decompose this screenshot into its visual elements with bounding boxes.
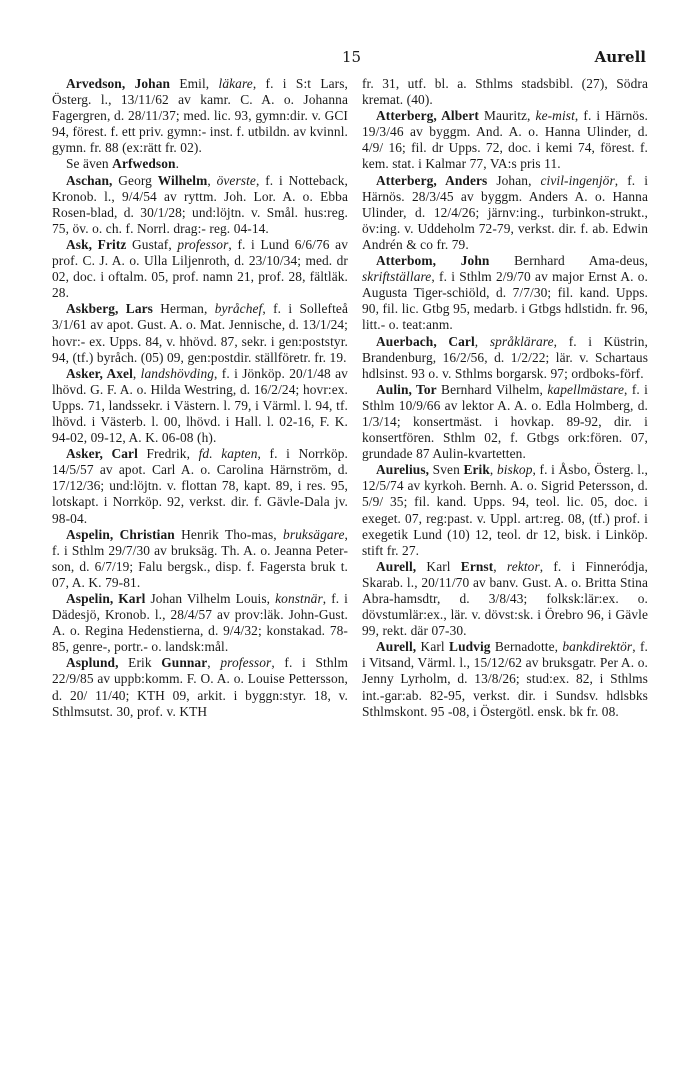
- entry-surname: Atterberg, Albert: [376, 108, 479, 124]
- biography-entry: [52, 527, 348, 591]
- entry-given-names-rest: Bernadotte,: [490, 639, 563, 655]
- entry-surname: Aurelius,: [376, 462, 430, 478]
- entry-occupation: byråchef: [214, 301, 263, 317]
- entry-occupation: civil-ingenjör: [540, 172, 615, 188]
- entry-text: , f. i Sollefteå 3/1/61 av apot. Gust. A. o. Mat. Jennische, d. 13/1/24; hovr:- ex. Upps. 84, v. hhövd. 87, sekr. i gen:poststyr. 94, (tf.) byråch. (05) 09, gen:postdir. ställföretr. fr. 19.: [52, 301, 348, 365]
- entry-occupation: kapellmästare: [547, 381, 625, 397]
- biography-entry: [52, 237, 348, 301]
- entry-continuation: [362, 76, 648, 108]
- entry-text: , f. i Sthlm 2/9/70 av major Ernst A. o. Augusta Tiger-schiöld, d. 7/7/30; fil. kand. Upps. 90, fil. lic. Gtbg 95, medarb. i Gtbgs hdlstidn. fr. 96, litt.- o. teat:anm.: [362, 269, 648, 333]
- entry-occupation: professor: [177, 236, 229, 252]
- page-number: 15: [342, 48, 362, 66]
- entry-given-names-rest: ,: [207, 655, 221, 671]
- entry-given-names-rest: ,: [207, 172, 217, 188]
- entry-occupation: läkare: [218, 76, 253, 91]
- entry-called-name: Ernst: [460, 558, 494, 574]
- entry-text: fr. 31, utf. bl. a. Sthlms stadsbibl. (27), Södra kremat. (40).: [362, 76, 648, 108]
- biography-entry: [362, 559, 648, 639]
- entry-given-names: Georg: [112, 172, 158, 188]
- entry-text: , f. i Åsbo, Österg. l., 12/5/74 av kyrkoh. Bernh. A. o. Sigrid Petersson, d. 5/9/ 35; fil. kand. Upps. 94, teol. lic. 05, doc. i exeget. 07, reg:past. v. Uppl. art:reg. 08, (tf.) prof. i exegetik Lund (10) 12, teol. dr 12, bisk. i Linköp. stift fr. 27.: [362, 462, 648, 558]
- biography-entry: [52, 301, 348, 365]
- entry-given-names: Henrik Tho-mas,: [174, 526, 284, 542]
- entry-given-names: ,: [132, 365, 141, 381]
- entry-surname: Auerbach, Carl: [376, 333, 475, 349]
- entry-text: , f. i Jönköp. 20/1/48 av lhövd. G. F. A. o. Hilda Westring, d. 16/2/24; hovr:ex. Upps. 71, landssekr. i Västern. l. 79, i Värml. l. 94, tf. lhövd. i Västerb. l. 00, lhövd. i Hall. l. 02-16, F. K. 94-02, 09-12, A. K. 06-08 (h).: [52, 365, 348, 446]
- entry-surname: Aulin, Tor: [376, 381, 437, 397]
- biography-entry: [362, 382, 648, 462]
- entry-given-names: Bernhard Vilhelm,: [436, 381, 548, 397]
- see-also-prefix: Se även: [66, 156, 113, 172]
- entry-text: , f. i Sthlm 10/9/66 av lektor A. A. o. Edla Holmberg, d. 1/3/14; konsertmäst. i hovkap. 89-92, dir. i konsertfören. Sthlm 02, f. Gtbgs ork:fören. 07, grundade 87 Aulin-kvartetten.: [362, 381, 648, 462]
- entry-given-names: Johan Vilhelm Louis,: [145, 591, 276, 606]
- entry-surname: Arvedson, Johan: [66, 76, 171, 91]
- entry-surname: Aschan,: [66, 172, 113, 188]
- entry-given-names: Herman,: [152, 301, 215, 317]
- entry-text: , f. i Vitsand, Värml. l., 15/12/62 av bruksgatr. Per A. o. Jenny Lyrholm, d. 13/8/26; stud:ex. 82, i Sthlms int.-gar:ab. 82-95, verkst. dir. i Sundsv. hdlsbks Sthlmskont. 95 -08, i Östergötl. ensk. bk fr. 08.: [362, 639, 648, 719]
- entry-surname: Aurell,: [376, 558, 417, 574]
- entry-given-names-rest: ,: [489, 462, 497, 478]
- biography-entry: [52, 173, 348, 237]
- entry-text: , f. i S:t Lars, Österg. l., 13/11/62 av kamr. C. A. o. Johanna Fagergren, d. 28/11/37; med. lic. 93, gymn:dir. v. GCI 94, förest. f. ett priv. gymn:- inst. f. utbildn. av kvinnl. gymn. fr. 88 (ex:rätt fr. 02).: [52, 76, 349, 156]
- entry-given-names: Karl: [416, 639, 450, 655]
- entry-text: , f. i Notteback, Kronob. l., 9/4/54 av ryttm. Joh. Lor. A. o. Ebba Rosen-blad, d. 30/1/28; und:löjtn. v. Smål. hus:reg. 75, öv. o. ch. f. Norrl. drag:- reg. 04-14.: [52, 172, 348, 236]
- entry-called-name: Erik: [463, 462, 490, 478]
- entry-occupation: fd. kapten: [198, 446, 258, 462]
- biography-entry: [52, 446, 348, 526]
- entry-text: , f. i Sthlm 22/9/85 av uppb:komm. F. O. A. o. Louise Pettersson, d. 20/ 11/40; KTH 09, arkit. i byggn:styr. 18, v. Sthlmsutst. 30, prof. v. KTH: [52, 655, 348, 719]
- biography-entry: [52, 591, 348, 655]
- biography-entry: [362, 108, 648, 172]
- entry-given-names: ,: [474, 333, 490, 349]
- entry-given-names: Bernhard Ama-deus,: [489, 253, 649, 269]
- entry-text: , f. i Küstrin, Brandenburg, 16/2/56, d. 1/2/22; lär. v. Schartaus hdlsinst. 93 o. v. Sthlms borgarsk. 97; ordboks-förf.: [362, 333, 648, 381]
- see-also-note: [52, 156, 348, 172]
- entry-called-name: Gunnar: [161, 655, 208, 671]
- entry-text: , f. i Härnös. 28/3/45 av byggm. Anders A. o. Hanna Ulinder, d. 12/4/26; järnv:ing., turbinkon-strukt., öv:ing. v. Uddeholm 72-79, verkst. dir. f. ab. Edwin Andrén & co fr. 79.: [362, 172, 649, 252]
- entry-occupation: bruksägare: [283, 526, 345, 542]
- entry-surname: Aspelin, Christian: [66, 526, 175, 542]
- entry-text: , f. i Lund 6/6/76 av prof. C. J. A. o. Ulla Liljenroth, d. 23/10/34; med. dr 02, doc. i oftalm. 05, prof. namn 21, prof. 28, fältläk. 28.: [52, 236, 348, 301]
- biography-entry: [52, 76, 348, 156]
- entry-occupation: landshövding: [140, 365, 215, 381]
- entry-surname: Aspelin, Karl: [66, 591, 146, 606]
- entry-surname: Asker, Carl: [66, 446, 138, 462]
- entry-occupation: skriftställare: [362, 269, 432, 285]
- entry-occupation: konstnär: [275, 591, 323, 606]
- entry-called-name: Ludvig: [449, 639, 491, 655]
- entry-occupation: professor: [220, 655, 272, 671]
- entry-given-names: Sven: [429, 462, 464, 478]
- entry-surname: Aurell,: [376, 639, 417, 655]
- entry-given-names-rest: ,: [493, 558, 507, 574]
- entry-text: , f. i Härnös. 19/3/46 av byggm. And. A. o. Hanna Ulinder, d. 4/9/ 16; fil. dr Upps. 72, doc. i kemi 74, förest. f. kem. stat. i Kalmar 77, VA:s pris 11.: [362, 108, 648, 172]
- entry-occupation: ke-mist: [535, 108, 575, 124]
- entry-surname: Atterbom, John: [376, 253, 490, 269]
- biography-entry: [362, 173, 648, 253]
- page-header: [52, 48, 646, 72]
- entry-surname: Asker, Axel: [66, 365, 133, 381]
- biography-entry: [362, 253, 648, 333]
- biography-entry: [362, 462, 648, 559]
- biography-entry: [52, 655, 348, 719]
- entry-surname: Ask, Fritz: [66, 236, 127, 252]
- entry-occupation: bankdirektör: [562, 639, 633, 655]
- entry-given-names: Erik: [118, 655, 162, 671]
- entry-given-names: Gustaf,: [126, 236, 178, 252]
- entry-surname: Askberg, Lars: [66, 301, 153, 317]
- entry-text: , f. i Dädesjö, Kronob. l., 28/4/57 av prov:läk. John-Gust. A. o. Regina Hedenstierna, d. 9/4/32; konstakad. 78-85, genre-, portr.- o. landsk:mål.: [52, 591, 349, 655]
- entry-surname: Atterberg, Anders: [376, 172, 488, 188]
- entry-given-names: Fredrik,: [137, 446, 199, 462]
- entry-called-name: Wilhelm: [157, 172, 208, 188]
- right-column: [362, 76, 648, 720]
- biography-entry: [52, 366, 348, 446]
- entry-text: , f. i Norrköp. 14/5/57 av apot. Carl A. o. Carolina Härnström, d. 17/12/36; und:löjtn. v. flottan 78, kapt. 89, i res. 95, lotskapt. i Norrköp. 92, verkst. dir. f. Gävle-Dala jv. 98-04.: [52, 446, 348, 526]
- entry-text: , f. i Sthlm 29/7/30 av bruksäg. Th. A. o. Jeanna Peter-son, d. 6/7/19; Falu bergsk., disp. f. Fagersta bruk t. 07, A. K. 79-81.: [52, 526, 348, 590]
- biography-entry: [362, 639, 648, 719]
- entry-given-names: Johan,: [487, 172, 541, 188]
- entry-surname: Asplund,: [66, 655, 119, 671]
- entry-text: , f. i Finneródja, Skarab. l., 20/11/70 av banv. Gust. A. o. Britta Stina Abra-hamsdtr, d. 3/8/43; folksk:lär:ex. o. dövstumlär:ex., lär. v. dövst:sk. i Örebro 96, i Gävle 99, rekt. där 07-30.: [362, 558, 648, 639]
- entry-given-names: Mauritz,: [478, 108, 536, 124]
- entry-given-names: Karl: [416, 558, 461, 574]
- entry-occupation: biskop: [496, 462, 533, 478]
- see-also-name: Arfwedson: [112, 156, 176, 172]
- see-also-suffix: .: [175, 156, 180, 172]
- entry-occupation: överste: [216, 172, 256, 188]
- left-column: [52, 76, 348, 720]
- entry-occupation: språklärare: [489, 333, 554, 349]
- biography-entry: [362, 334, 648, 382]
- entry-given-names: Emil,: [170, 76, 219, 91]
- entry-occupation: rektor: [506, 558, 540, 574]
- running-head: Aurell: [594, 48, 646, 66]
